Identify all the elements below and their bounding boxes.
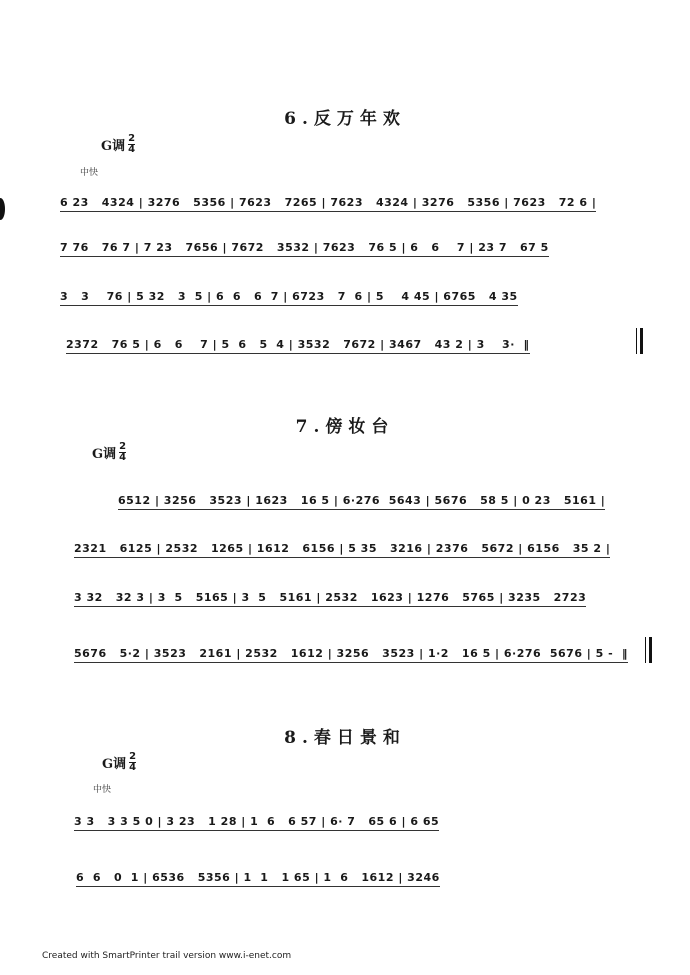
notes: 5676 5·2 | 3523 2161 | 2532 1612 | 3256 3523 | 1·2 16 5 | 6·276 5676 | 5 - ‖	[74, 647, 628, 663]
score-line	[74, 542, 610, 564]
final-barline-thin	[636, 328, 637, 354]
key-signature	[102, 752, 136, 773]
score-line	[60, 241, 549, 263]
section-title: 6.反万年欢	[284, 109, 406, 129]
time-signature	[119, 442, 126, 463]
notes: 2372 76 5 | 6 6 7 | 5 6 5 4 | 3532 7672 | 3467 43 2 | 3 3· ‖	[66, 338, 530, 354]
key-label: G调	[92, 447, 117, 462]
tempo-marking: 中快	[80, 168, 99, 178]
page-edge-mark	[0, 198, 5, 220]
key-signature	[101, 134, 135, 155]
notes: 7 76 76 7 | 7 23 7656 | 7672 3532 | 7623 76 5 | 6 6 7 | 23 7 67 5	[60, 241, 549, 257]
score-line	[74, 647, 628, 669]
time-bottom: 4	[129, 762, 137, 773]
footer-watermark: Created with SmartPrinter trail version www.i-enet.com	[42, 951, 292, 961]
key-label: G调	[101, 139, 126, 154]
notes: 6 6 0 1 | 6536 5356 | 1 1 1 65 | 1 6 1612 | 3246	[76, 871, 440, 887]
tempo-marking: 中快	[93, 785, 112, 795]
final-barline-thick	[649, 637, 652, 663]
score-line	[60, 290, 518, 312]
final-barline-thin	[645, 637, 646, 663]
time-signature	[128, 134, 135, 155]
time-top: 2	[128, 133, 136, 144]
score-line	[74, 591, 586, 613]
score-line	[60, 196, 596, 218]
key-signature	[92, 442, 126, 463]
notes: 6512 | 3256 3523 | 1623 16 5 | 6·276 5643 | 5676 58 5 | 0 23 5161 |	[118, 494, 605, 510]
notes: 3 32 32 3 | 3 5 5165 | 3 5 5161 | 2532 1623 | 1276 5765 | 3235 2723	[74, 591, 586, 607]
score-line	[74, 815, 439, 837]
section-title: 7.傍妆台	[295, 417, 395, 437]
section-title: 8.春日景和	[284, 728, 406, 748]
time-bottom: 4	[128, 144, 136, 155]
time-top: 2	[129, 751, 137, 762]
notes: 3 3 3 3 5 0 | 3 23 1 28 | 1 6 6 57 | 6· 7 65 6 | 6 65	[74, 815, 439, 831]
final-barline-thick	[640, 328, 643, 354]
notes: 3 3 76 | 5 32 3 5 | 6 6 6 7 | 6723 7 6 | 5 4 45 | 6765 4 35	[60, 290, 518, 306]
score-line	[76, 871, 440, 893]
notes: 6 23 4324 | 3276 5356 | 7623 7265 | 7623 4324 | 3276 5356 | 7623 72 6 |	[60, 196, 596, 212]
score-line	[66, 338, 530, 360]
key-label: G调	[102, 757, 127, 772]
time-signature	[129, 752, 136, 773]
time-top: 2	[119, 441, 127, 452]
time-bottom: 4	[119, 452, 127, 463]
score-line	[118, 494, 605, 516]
notes: 2321 6125 | 2532 1265 | 1612 6156 | 5 35 3216 | 2376 5672 | 6156 35 2 |	[74, 542, 610, 558]
